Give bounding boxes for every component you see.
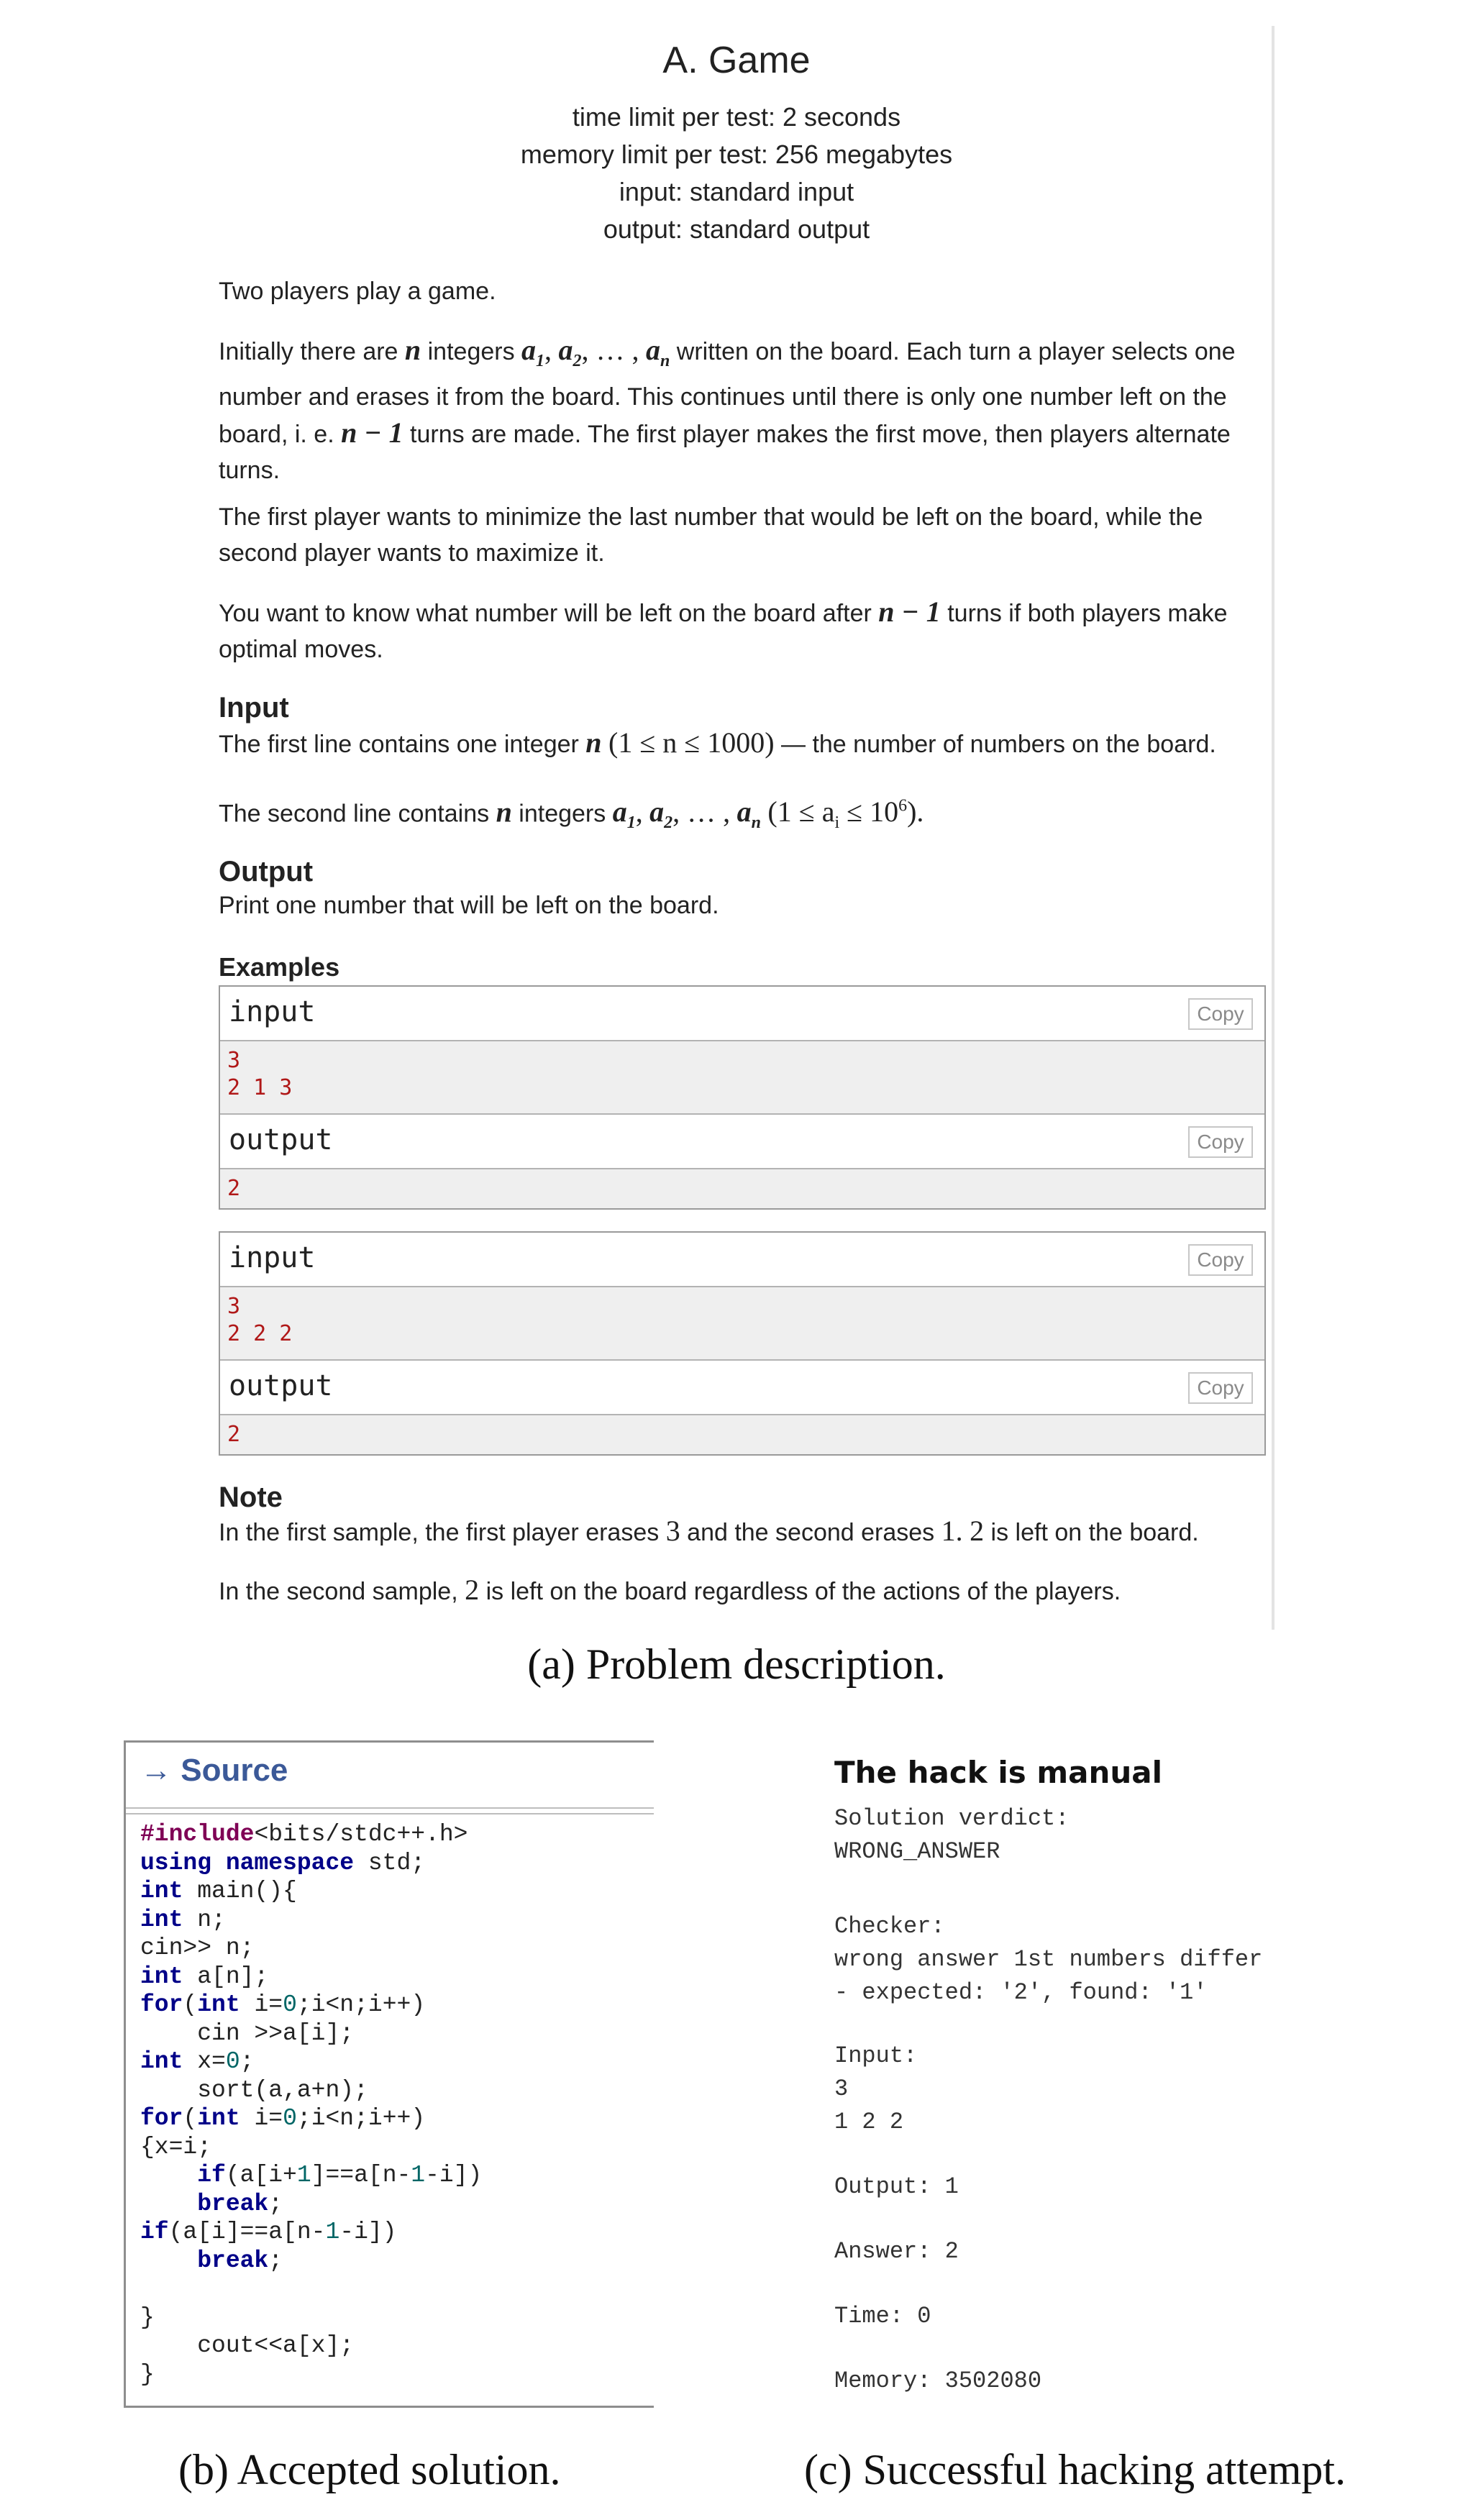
example-output-header [220,1115,1264,1169]
example-input-header [220,1233,1264,1287]
input-heading: Input [219,692,289,723]
example-block [219,1231,1266,1456]
input-line-2: The second line contains n integers $a_1$, $a_2$, … , $a_n$ $(1 \le a_i \le 10^6)$. [219,795,924,833]
output-value: Output: 1 [834,2173,959,2200]
input-line-1: The first line contains one integer n (1 ≤ n ≤ 1000) — the number of numbers on the board. [219,726,1216,759]
example-input-label: input [229,995,316,1028]
time-value: Time: 0 [834,2303,931,2329]
panel-divider [1272,26,1274,1630]
answer-value: Answer: 2 [834,2238,959,2265]
hack-result-panel [834,1740,1467,2402]
output-text: Print one number that will be left on the board. [219,892,719,919]
statement-paragraph-3: The first player wants to minimize the last number that would be left on the board, while the second player wants to maximize it. [219,503,1203,567]
example-output-label: output [229,1369,333,1402]
example-input-body: 3 2 1 3 [220,1041,1264,1115]
note-line-1: In the first sample, the first player erases 3 and the second erases 1. 2 is left on the board. [219,1515,1199,1547]
statement-intro: Two players play a game. [219,278,496,305]
example-block [219,985,1266,1210]
caption-a: (a) Problem description. [527,1640,946,1688]
copy-button[interactable]: Copy [1188,1372,1253,1404]
statement-paragraph-2: Initially there are n integers $a_1$, $a_2$, … , $a_n$ written on the board. Each turn a player selects one number and erases it from the board. This continues until there is only one number left on the board, i. e. n − 1 turns are made. The first player makes the first move, then players alternate turns. [219,334,1236,484]
output-source: output: standard output [603,214,870,244]
copy-button[interactable]: Copy [1188,998,1253,1030]
copy-button[interactable]: Copy [1188,1126,1253,1158]
input-source: input: standard input [619,177,854,206]
checker-line-1: wrong answer 1st numbers differ [834,1946,1263,1973]
input-line-2: 1 2 2 [834,2109,904,2135]
statement-paragraph-4: You want to know what number will be left on the board after n − 1 turns if both players make optimal moves. [219,595,1228,663]
problem-title: A. Game [662,40,811,81]
source-code: #include<bits/stdc++.h> using namespace std; int main(){ int n; cin>> n; int a[n]; for(int i=0;i<n;i++) cin >>a[i]; int x=0; sort(a,a+n); for(int i=0;i<n;i++) {x=i; if(a[i+1]==a[n-1-i]) break; if(a[i]==a[n-1-i]) break; } cout<<a[x]; } [140,1821,483,2388]
memory-limit: memory limit per test: 256 megabytes [520,140,953,169]
checker-label: Checker: [834,1913,945,1940]
note-heading: Note [219,1482,283,1513]
source-header[interactable]: → Source [140,1753,288,1788]
source-panel [124,1740,654,2408]
copy-button[interactable]: Copy [1188,1244,1253,1276]
hack-title: The hack is manual [834,1755,1163,1790]
caption-c: (c) Successful hacking attempt. [804,2446,1346,2493]
verdict-label: Solution verdict: [834,1805,1070,1832]
example-output-body: 2 [220,1415,1264,1454]
examples-heading: Examples [219,952,340,982]
example-input-header [220,987,1264,1041]
caption-b: (b) Accepted solution. [178,2446,561,2493]
checker-line-2: - expected: '2', found: '1' [834,1979,1208,2006]
input-line-1: 3 [834,2076,849,2102]
time-limit: time limit per test: 2 seconds [572,102,901,132]
note-line-2: In the second sample, 2 is left on the board regardless of the actions of the players. [219,1574,1121,1606]
example-output-header [220,1361,1264,1415]
example-output-label: output [229,1123,333,1156]
verdict-value: WRONG_ANSWER [834,1838,1000,1865]
example-input-label: input [229,1241,316,1274]
input-label: Input: [834,2042,918,2069]
example-output-body: 2 [220,1169,1264,1208]
memory-value: Memory: 3502080 [834,2368,1042,2394]
output-heading: Output [219,856,314,887]
example-input-body: 3 2 2 2 [220,1287,1264,1361]
source-header-rule [126,1807,654,1814]
